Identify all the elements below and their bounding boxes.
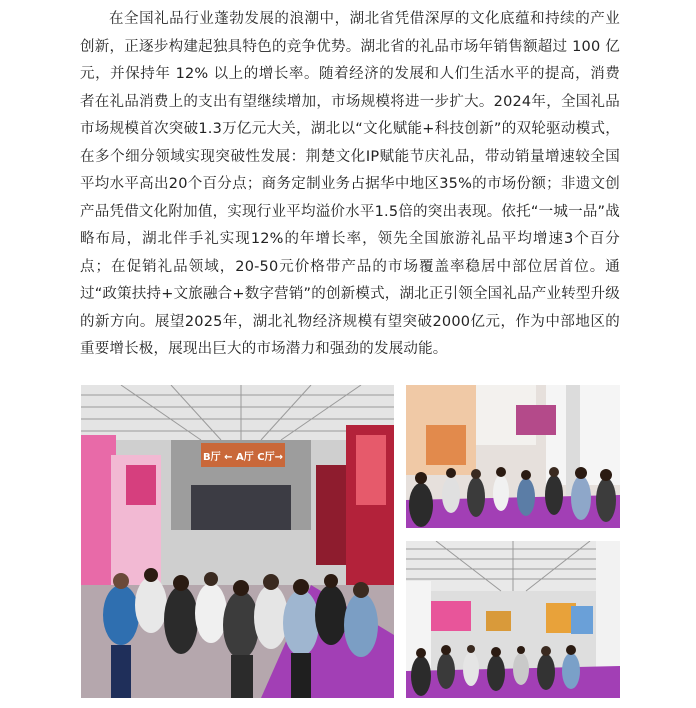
article-body: [80, 6, 620, 364]
article-paragraph: 在全国礼品行业蓬勃发展的浪潮中，湖北省凭借深厚的文化底蕴和持续的产业创新，正逐步构建起独具特色的竞争优势。湖北省的礼品市场年销售额超过 100 亿元，并保持年 12% 以上的增长率。随着经济的发展和人们生活水平的提高，消费者在礼品消费上的支出有望继续增加，市场规模将进一步扩大。2024年，全国礼品市场规模首次突破1.3万亿元大关，湖北以“文化赋能+科技创新”的双轮驱动模式，在多个细分领域实现突破性发展：荆楚文化IP赋能节庆礼品，带动销量增速较全国平均水平高出20个百分点；商务定制业务占据华中地区35%的市场份额；非遗文创产品凭借文化附加值，实现行业平均溢价水平1.5倍的突出表现。依托“一城一品”战略布局，湖北伴手礼实现12%的年增长率，领先全国旅游礼品平均增速3个百分点；在促销礼品领域，20-50元价格带产品的市场覆盖率稳居中部位居首位。通过“政策扶持+文旅融合+数字营销”的创新模式，湖北正引领全国礼品产业转型升级的新方向。展望2025年，湖北礼物经济规模有望突破2000亿元，作为中部地区的重要增长极，展现出巨大的市场潜力和强劲的发展动能。: [80, 11, 620, 357]
exhibition-aisle-photo: [406, 541, 620, 698]
hall-sign-text: B厅 ← A厅 C厅→: [203, 452, 283, 463]
exhibition-visitors-photo: [406, 385, 620, 528]
exhibition-hall-photo: [81, 385, 394, 698]
